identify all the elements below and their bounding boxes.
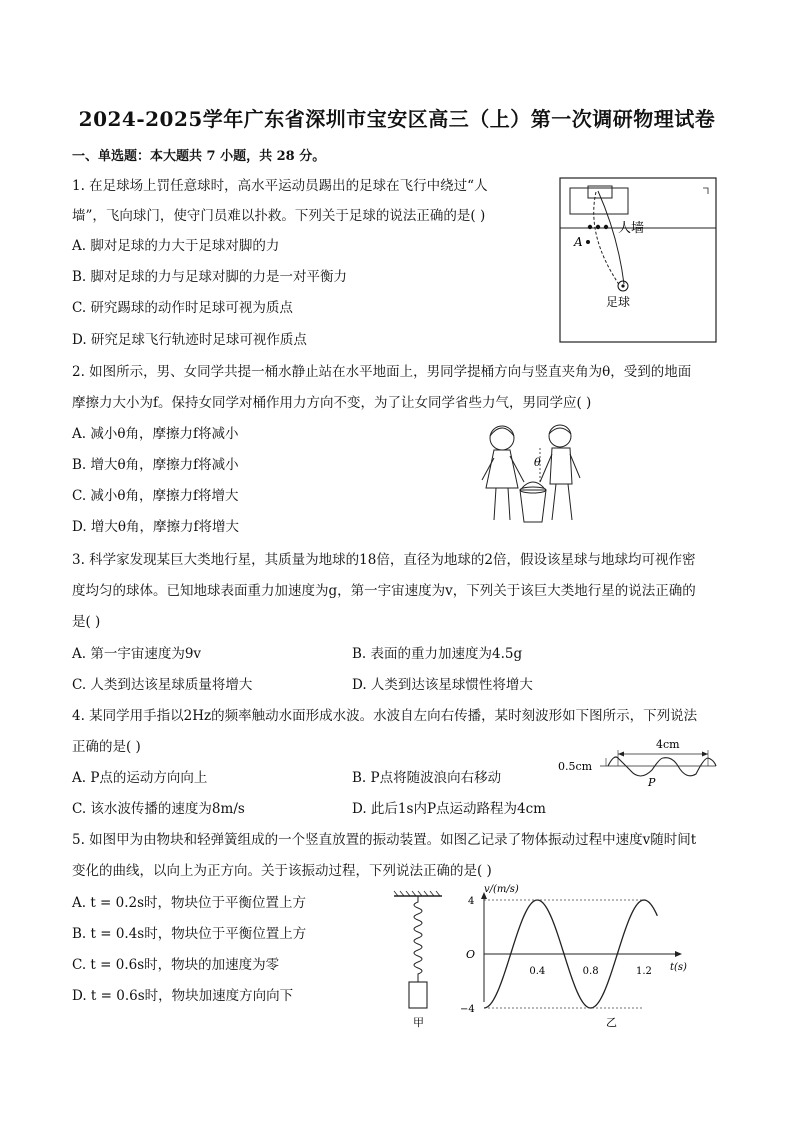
q4-line-1: 4. 某同学用手指以2Hz的频率触动水面形成水波。水波自左向右传播，某时刻波形如下图所示，下列说法 — [72, 708, 698, 724]
q3-line-2: 度均匀的球体。已知地球表面重力加速度为g，第一宇宙速度为v，下列关于该巨大类地行星的说法正确的 — [72, 583, 696, 599]
q4-line-2: 正确的是( ) — [72, 739, 141, 755]
q2-line-1: 2. 如图所示，男、女同学共提一桶水静止站在水平地面上，男同学提桶方向与竖直夹角为θ，受到的地面 — [72, 364, 692, 380]
q4-point-label: P — [648, 776, 656, 789]
q4-option-d: D. 此后1s内P点运动路程为4cm — [352, 801, 546, 817]
section-header: 一、单选题：本大题共 7 小题，共 28 分。 — [72, 149, 326, 164]
q2-option-c: C. 减小θ角，摩擦力f将增大 — [72, 488, 239, 504]
chart-ytick-label: −4 — [460, 1004, 475, 1015]
q1-ball-label: 足球 — [606, 295, 631, 309]
q5-option-c: C. t = 0.6s时，物块的加速度为零 — [72, 957, 280, 973]
q1-option-c: C. 研究踢球的动作时足球可视为质点 — [72, 300, 293, 316]
q5-jia-label: 甲 — [413, 1016, 424, 1029]
chart-ytick-label: 4 — [468, 896, 475, 907]
q4-figure-wave — [556, 736, 724, 792]
q5-option-d: D. t = 0.6s时，物块加速度方向向下 — [72, 988, 294, 1004]
q3-option-d: D. 人类到达该星球惯性将增大 — [352, 677, 533, 693]
q4-option-a: A. P点的运动方向向上 — [72, 770, 208, 786]
q3-option-a: A. 第一宇宙速度为9v — [72, 646, 202, 662]
q4-option-b: B. P点将随波浪向右移动 — [352, 770, 502, 786]
q1-option-a: A. 脚对足球的力大于足球对脚的力 — [72, 238, 280, 254]
q5-option-b: B. t = 0.4s时，物块位于平衡位置上方 — [72, 926, 307, 942]
q2-line-2: 摩擦力大小为f。保持女同学对桶作用力方向不变，为了让女同学省些力气，男同学应( ) — [72, 395, 592, 411]
chart-ylabel: v/(m/s) — [484, 884, 519, 895]
q4-option-c: C. 该水波传播的速度为8m/s — [72, 801, 245, 817]
chart-origin: O — [466, 948, 476, 961]
q2-angle-label: θ — [534, 456, 541, 469]
q2-option-a: A. 减小θ角，摩擦力f将减小 — [72, 426, 239, 442]
q4-amp-label: 0.5cm — [558, 760, 593, 773]
q1-wall-label: 人墙 — [618, 221, 645, 236]
q5-yi-label: 乙 — [606, 1016, 617, 1029]
q5-figure-jia-spring — [390, 890, 450, 1030]
q1-option-d: D. 研究足球飞行轨迹时足球可视作质点 — [72, 332, 307, 348]
q4-length-label: 4cm — [656, 738, 680, 751]
q3-line-3: 是( ) — [72, 614, 101, 630]
q2-figure-students-bucket — [472, 418, 592, 530]
chart-xlabel: t(s) — [670, 962, 687, 973]
q3-option-b: B. 表面的重力加速度为4.5g — [352, 646, 523, 662]
q1-line-1: 1. 在足球场上罚任意球时，高水平运动员踢出的足球在飞行中绕过“人 — [72, 178, 488, 194]
q2-option-d: D. 增大θ角，摩擦力f将增大 — [72, 519, 240, 535]
q5-figure-yi-vt-chart — [458, 884, 698, 1030]
q3-line-1: 3. 科学家发现某巨大类地行星，其质量为地球的18倍，直径为地球的2倍，假设该星球与地球均可视作密 — [72, 552, 696, 568]
paper-title: 2024-2025学年广东省深圳市宝安区高三（上）第一次调研物理试卷 — [78, 107, 716, 131]
q1-point-label: A — [574, 235, 583, 249]
q5-line-2: 变化的曲线，以向上为正方向。关于该振动过程，下列说法正确的是( ) — [72, 863, 492, 879]
q5-line-1: 5. 如图甲为由物块和轻弹簧组成的一个竖直放置的振动装置。如图乙记录了物体振动过程中速度v随时间t — [72, 832, 697, 848]
q5-option-a: A. t = 0.2s时，物块位于平衡位置上方 — [72, 895, 307, 911]
chart-xtick-label: 1.2 — [636, 966, 652, 977]
chart-xtick-label: 0.8 — [582, 966, 599, 977]
chart-xtick-label: 0.4 — [529, 966, 546, 977]
q1-figure-soccer-field — [558, 176, 720, 344]
q1-option-b: B. 脚对足球的力与足球对脚的力是一对平衡力 — [72, 269, 348, 285]
q2-option-b: B. 增大θ角，摩擦力f将减小 — [72, 457, 239, 473]
q1-line-2: 墙”，飞向球门，使守门员难以扑救。下列关于足球的说法正确的是( ) — [72, 208, 486, 224]
q3-option-c: C. 人类到达该星球质量将增大 — [72, 677, 253, 693]
